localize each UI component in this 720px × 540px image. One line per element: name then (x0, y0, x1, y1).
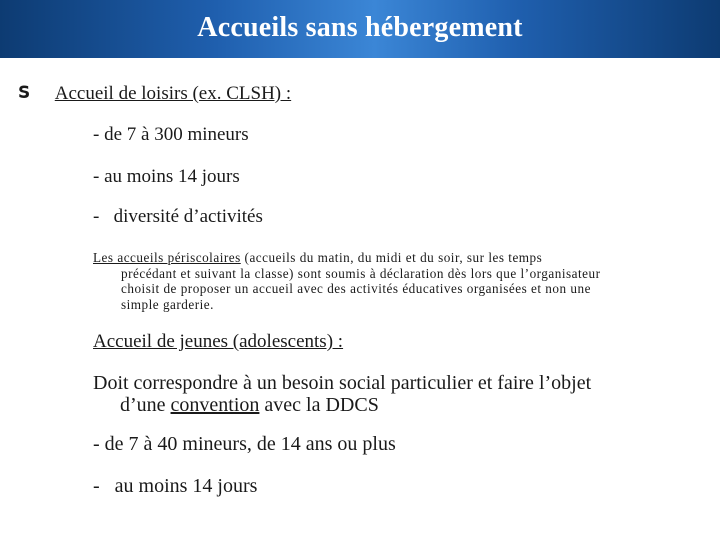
title-banner (0, 0, 720, 58)
section-heading-jeunes: Accueil de jeunes (adolescents) : (93, 331, 344, 352)
note-line4: simple garderie. (121, 296, 214, 312)
list-item: - de 7 à 40 mineurs, de 14 ans ou plus (93, 433, 396, 455)
S-bullet-icon: 𝗦 (18, 83, 31, 103)
list-item: - au moins 14 jours (93, 475, 258, 497)
section-heading-loisirs (18, 83, 291, 105)
note-line3: choisit de proposer un accueil avec des activités éducatives organisées et non une (121, 281, 591, 296)
jeunes-desc-line1: Doit correspondre à un besoin social particulier et faire l’objet (93, 372, 592, 394)
heading-loisirs-text: Accueil de loisirs (ex. CLSH) : (54, 83, 292, 104)
convention-link: convention (170, 394, 260, 416)
note-term: Les accueils périscolaires (93, 250, 241, 265)
note-periscolaires (93, 250, 693, 312)
list-item: - diversité d’activités (93, 206, 263, 227)
note-line1: (accueils du matin, du midi et du soir, sur les temps (240, 250, 543, 265)
list-item: - au moins 14 jours (93, 166, 240, 187)
list-item: - de 7 à 300 mineurs (93, 124, 249, 145)
note-line2: précédant et suivant la classe) sont soumis à déclaration dès lors que l’organisateur (121, 265, 601, 281)
jeunes-desc-line2: d’une convention avec la DDCS (120, 394, 379, 416)
page-title: Accueils sans hébergement (197, 12, 523, 43)
